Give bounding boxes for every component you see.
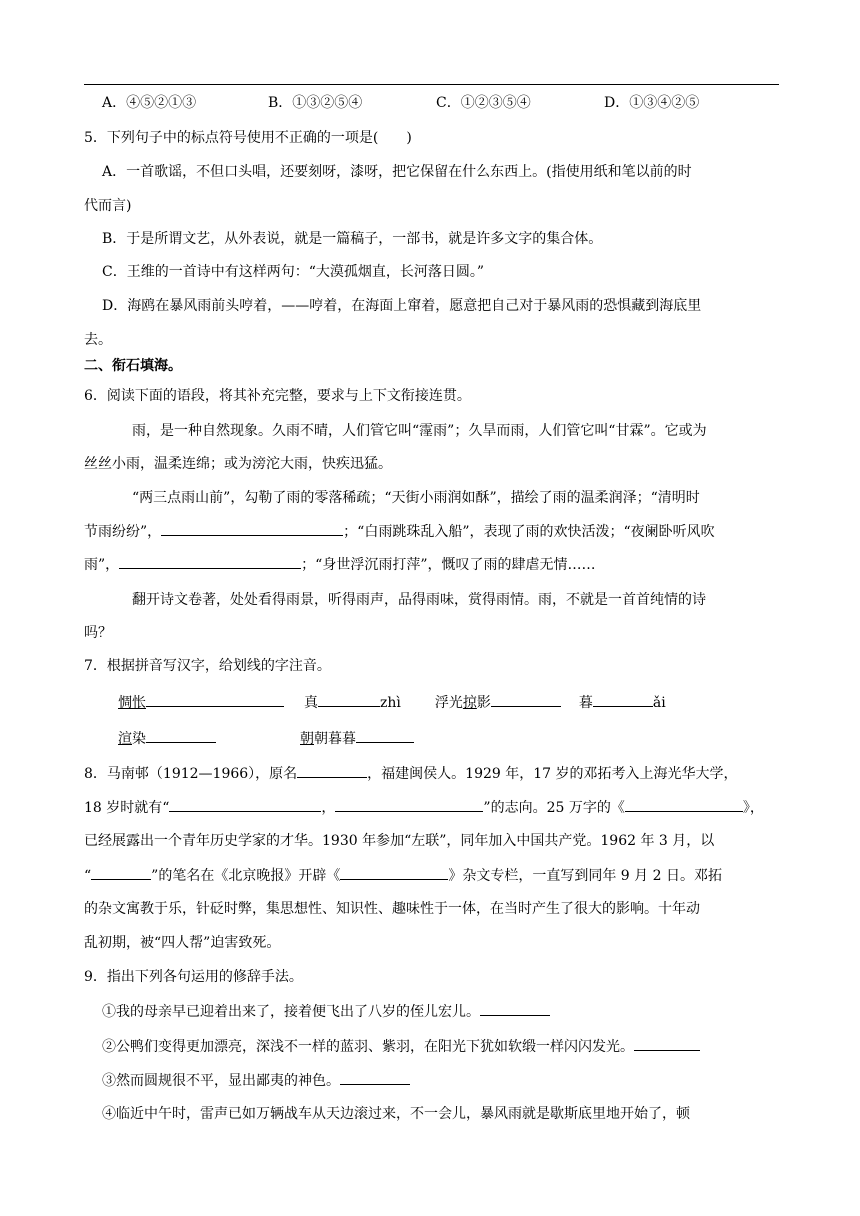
- q8-blank-aspiration-1[interactable]: [169, 797, 321, 812]
- q8-line-6: 乱初期，被“四人帮”迫害致死。: [84, 935, 281, 951]
- q4-options: [102, 93, 699, 113]
- q7-pinyin-2: zhì: [380, 695, 401, 711]
- q6-text: 节雨纷纷”，: [84, 524, 162, 540]
- q7-item-3-underlined: 掠: [462, 695, 477, 711]
- q7-blank-4[interactable]: [593, 692, 653, 707]
- q7-stem: 7．根据拼音写汉字，给划线的字注音。: [84, 658, 331, 674]
- q6-para2-line2: [84, 521, 715, 542]
- q5-option-d-cont: 去。: [84, 332, 112, 348]
- q7-blank-2[interactable]: [318, 692, 380, 707]
- q5-stem: 5．下列句子中的标点符号使用不正确的一项是( ): [84, 130, 412, 146]
- q6-stem: 6．阅读下面的语段，将其补充完整，要求与上下文衔接连贯。: [84, 388, 471, 404]
- q9-blank-2[interactable]: [634, 1036, 700, 1051]
- q6-para1-line1: 雨，是一种自然现象。久雨不晴，人们管它叫“霪雨”；久旱而雨，人们管它叫“甘霖”。它或为: [132, 423, 707, 439]
- q8-line-3: 已经展露出一个青年历史学家的才华。1930 年参加“左联”，同年加入中国共产党。1962 年 3 月，以: [84, 833, 715, 849]
- q9-text: ③然而圆规很不平，显出鄙夷的神色。: [102, 1073, 340, 1089]
- q5-option-a-cont: 代而言): [84, 198, 132, 214]
- q8-blank-penname[interactable]: [91, 865, 151, 880]
- q4-option-a: A．④⑤②①③: [102, 95, 197, 111]
- q7-blank-5[interactable]: [146, 728, 216, 743]
- q8-blank-aspiration-2[interactable]: [335, 797, 483, 812]
- q6-para1-line2: 丝丝小雨，温柔连绵；或为滂沱大雨，快疾迅猛。: [84, 456, 392, 472]
- q7-blank-6[interactable]: [356, 728, 414, 743]
- q9-blank-1[interactable]: [480, 1001, 550, 1016]
- q8-text: 8．马南邨（1912—1966），原名: [84, 766, 298, 782]
- q8-text: 》，: [742, 800, 764, 816]
- q5-option-c: C．王维的一首诗中有这样两句：“大漠孤烟直，长河落日圆。”: [102, 264, 485, 280]
- q8-text: 》杂文专栏，一直写到同年 9 月 2 日。邓拓: [448, 868, 722, 884]
- q7-row-1: [118, 692, 666, 713]
- q6-text: ；“白雨跳珠乱入船”，表现了雨的欢快活泼；“夜阑卧听风吹: [343, 524, 715, 540]
- q7-pinyin-4: ǎi: [652, 695, 666, 711]
- q6-text: ；“身世浮沉雨打萍”，慨叹了雨的肆虐无情……: [301, 557, 596, 573]
- header-rule: [84, 84, 779, 85]
- q9-sentence-4: ④临近中午时，雷声已如万辆战车从天边滚过来，不一会儿，暴风雨就是歇斯底里地开始了，顿: [102, 1106, 690, 1122]
- q8-text: “: [84, 868, 92, 884]
- q7-item-2: 真: [304, 695, 318, 711]
- q9-sentence-1: [102, 1001, 550, 1022]
- q7-item-1: 惆怅: [118, 695, 146, 711]
- q8-line-4: [84, 865, 722, 886]
- q6-para3-line2: 吗？: [84, 625, 112, 641]
- q9-text: ②公鸭们变得更加漂亮，深浅不一样的蓝羽、紫羽，在阳光下犹如软缎一样闪闪发光。: [102, 1039, 634, 1055]
- q8-text: 18 岁时就有“: [84, 800, 170, 816]
- q4-option-c: C．①②③⑤④: [436, 95, 531, 111]
- q5-option-d: D．海鸥在暴风雨前头哼着，——哼着，在海面上窜着，愿意把自己对于暴风雨的恐惧藏到海底里: [102, 298, 702, 314]
- q9-sentence-3: [102, 1070, 410, 1091]
- q8-blank-name[interactable]: [297, 763, 367, 778]
- q7-blank-1[interactable]: [146, 692, 284, 707]
- q7-item-3a: 浮光: [434, 695, 463, 711]
- q8-text: ，福建闽侯人。1929 年，17 岁的邓拓考入上海光华大学，: [367, 766, 738, 782]
- q9-stem: 9．指出下列各句运用的修辞手法。: [84, 969, 303, 985]
- q7-row-2: [118, 728, 414, 749]
- q8-line-5: 的杂文寓教于乐，针砭时弊，集思想性、知识性、趣味性于一体，在当时产生了很大的影响。十年动: [84, 901, 700, 917]
- q7-item-3b: 影: [476, 695, 491, 711]
- q6-para3-line1: 翻开诗文卷著，处处看得雨景，听得雨声，品得雨味，赏得雨情。雨，不就是一首首纯情的诗: [132, 592, 706, 608]
- q9-text: ①我的母亲早已迎着出来了，接着便飞出了八岁的侄儿宏儿。: [102, 1004, 480, 1020]
- q7-item-4: 暮: [578, 695, 593, 711]
- q5-option-a: A．一首歌谣，不但口头唱，还要刻呀，漆呀，把它保留在什么东西上。(指使用纸和笔以前的时: [102, 164, 692, 180]
- q7-item-6: 朝暮暮: [314, 731, 356, 747]
- q7-item-6-underlined: 朝: [300, 731, 314, 747]
- q7-item-5-underlined: 渲: [118, 731, 132, 747]
- q8-text: ”的笔名在《北京晚报》开辟《: [151, 868, 341, 884]
- q4-option-b: B．①③②⑤④: [268, 95, 363, 111]
- q7-blank-3[interactable]: [491, 692, 561, 707]
- q7-item-5: 染: [132, 731, 146, 747]
- q6-para2-line3: [84, 554, 596, 575]
- q9-sentence-2: [102, 1036, 700, 1057]
- q4-option-d: D．①③④②⑤: [604, 95, 700, 111]
- section-2-title: 二、衔石填海。: [84, 358, 182, 374]
- q8-line-1: [84, 763, 738, 784]
- q6-para2-line1: “两三点雨山前”，勾勒了雨的零落稀疏；“天街小雨润如酥”，描绘了雨的温柔润泽；“清明时: [132, 490, 700, 506]
- q8-text: ，: [321, 800, 336, 816]
- q5-option-b: B．于是所谓文艺，从外表说，就是一篇稿子，一部书，就是许多文字的集合体。: [102, 231, 603, 247]
- q8-blank-column[interactable]: [340, 865, 448, 880]
- q6-text: 雨”，: [84, 557, 120, 573]
- q8-line-2: [84, 797, 764, 818]
- q6-blank-1[interactable]: [161, 521, 343, 536]
- q8-blank-book[interactable]: [625, 797, 743, 812]
- q6-blank-2[interactable]: [119, 554, 301, 569]
- q8-text: ”的志向。25 万字的《: [483, 800, 625, 816]
- q9-blank-3[interactable]: [340, 1070, 410, 1085]
